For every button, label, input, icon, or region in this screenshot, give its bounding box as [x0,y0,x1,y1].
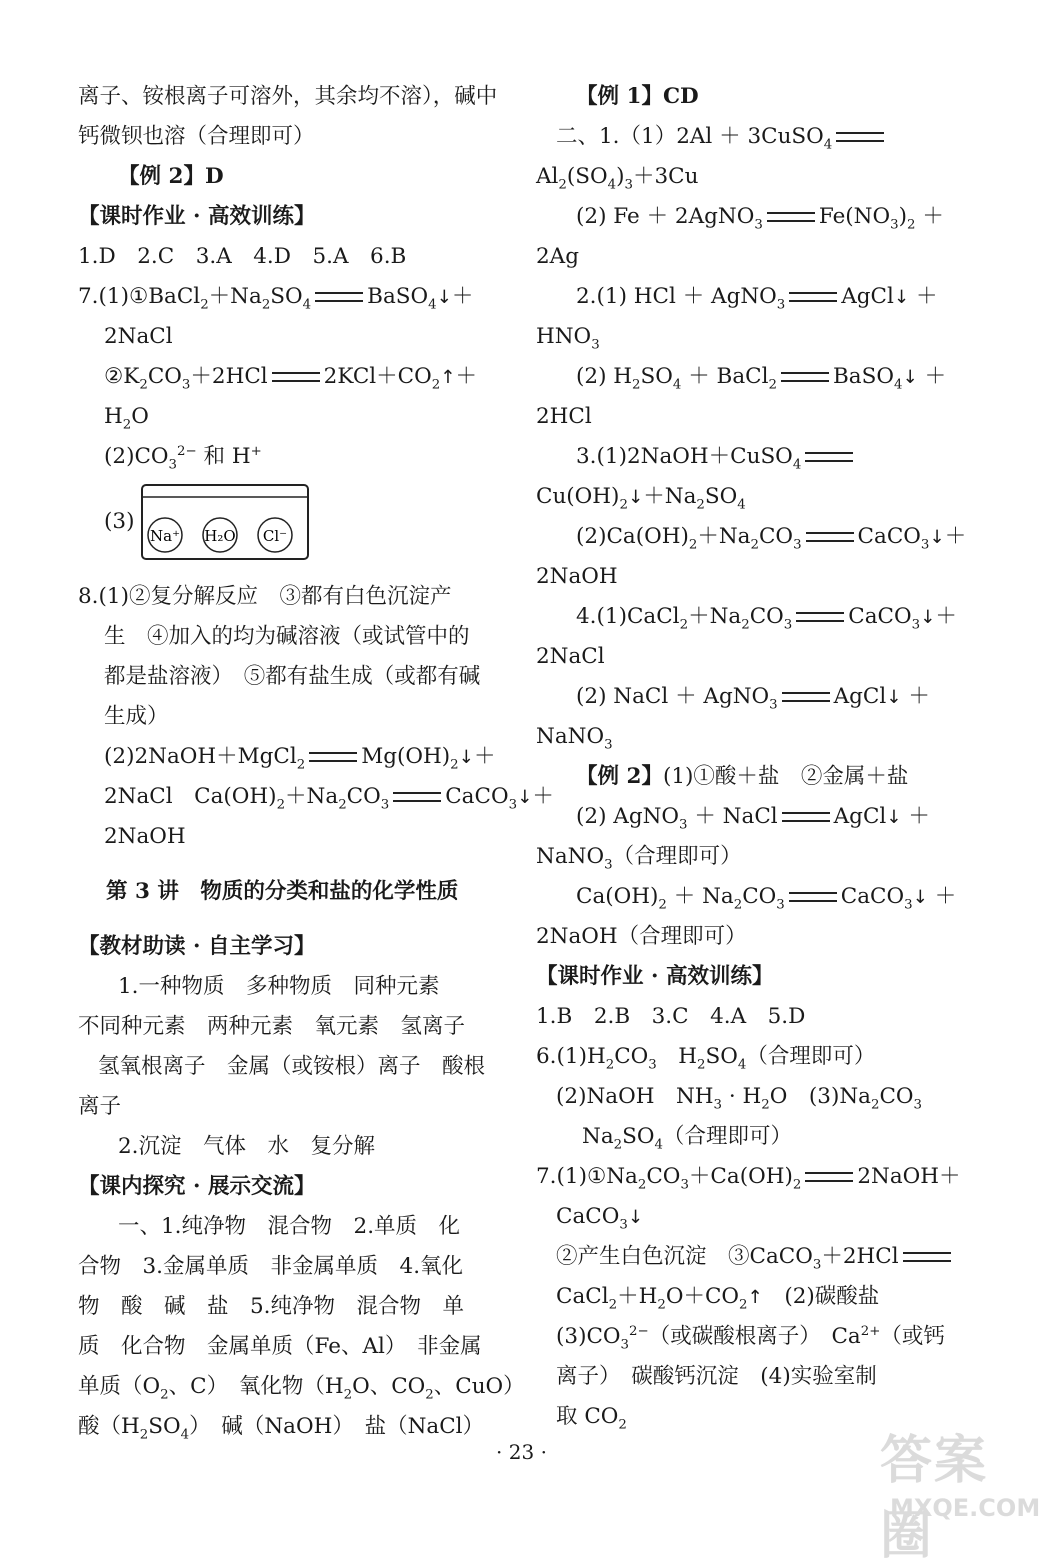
text-line: (2)2NaOH＋MgCl$_2$ $Mg(OH)_2↓+$ [104,744,496,773]
text-line: 酸$(H_2SO_4)$ 碱（NaOH） 盐（NaCl） [78,1414,485,1443]
example-heading: 【例 1】CD [576,84,699,109]
text-line: $CaCl_2+H_2O+CO_2↑$ (2)碳酸盐 [556,1284,880,1313]
text-line: 2.(1) HCl ＋ AgNO$_3$ AgCl↓ ＋ [576,284,938,313]
text-line: 1.D 2.C 3.A 4.D 5.A 6.B [78,244,407,269]
text-line: 2NaOH（合理即可） [536,924,747,949]
text-line: 物 酸 碱 盐 5.纯净物 混合物 单 [78,1294,465,1319]
text-line: $7.(1)①BaCl_2+Na_2SO_4$ BaSO$_4$↓＋ [78,284,474,313]
text-line: $H_2O$ [104,404,149,433]
watermark-logo [850,1418,1041,1566]
text-line: (2) $H_2SO_4$ ＋ BaCl$_2$ BaSO$_4$↓ ＋ [576,364,947,393]
text-line: 离子） 碳酸钙沉淀 (4)实验室制 [556,1364,877,1389]
text-line: 2NaCl $Ca(OH)_2+Na_2CO_3$ CaCO$_3$↓＋ [104,784,554,813]
text-line: 合物 3.金属单质 非金属单质 4.氧化 [78,1254,464,1279]
text-line: $Na_2SO_4$（合理即可） [582,1124,792,1153]
text-line: $Al_2(SO_4)_3+3Cu$ [536,164,699,193]
text-line: 氢氧根离子 金属（或铵根）离子 酸根 [98,1054,486,1079]
ion-label: H₂O [204,527,236,545]
text-line: 离子、铵根离子可溶外，其余均不溶），碱中 [78,84,498,109]
section-heading: 【课时作业 · 高效训练】 [536,964,774,989]
ion-label: Cl⁻ [262,527,288,545]
text-line: ②产生白色沉淀 ③CaCO$_3$＋2HCl [556,1242,955,1272]
text-line: $6.(1)H_2CO_3$ $H_2SO_4$（合理即可） [536,1044,876,1073]
example-heading: 【例 2】D [118,164,224,189]
text-line: NaNO$_3$ [536,724,613,753]
text-line: 离子 [78,1094,122,1119]
text-line: $7.(1)①Na_2CO_3+Ca(OH)_2$ 2NaOH＋ [536,1164,961,1193]
watermark-url: MXQE.COM [890,1494,1041,1522]
text-line: 生成） [104,704,169,729]
text-line: 2NaCl [536,644,605,669]
text-line: 不同种元素 两种元素 氧元素 氢离子 [78,1014,466,1039]
text-line: 2NaOH [104,824,186,849]
text-line: 2HCl [536,404,592,429]
lecture-title: 第 3 讲 物质的分类和盐的化学性质 [106,879,459,904]
text-line: 【例 2】(1)①酸＋盐 ②金属＋盐 [576,764,909,789]
text-line: (2)NaOH $NH_3 \cdot H_2O$ $(3)Na_2CO_3$ [556,1084,923,1113]
text-line: (2) NaCl ＋ AgNO$_3$ AgCl↓ ＋ [576,684,930,713]
text-line: 1.一种物质 多种物质 同种元素 [118,974,440,999]
text-line: 取 $CO_2$ [556,1404,627,1433]
page-number: · 23 · [496,1440,547,1464]
watermark-text: 答案圈 [880,1431,989,1566]
text-line: (2) Fe ＋ 2AgNO$_3$ $Fe(NO_3)_2$ ＋ [576,204,944,233]
text-line: 单质（$O_2$、C） 氧化物（$H_2O$、$CO_2$、CuO） [78,1374,525,1403]
text-line: NaNO$_3$（合理即可） [536,844,742,873]
text-line: 一、1.纯净物 混合物 2.单质 化 [118,1214,461,1239]
text-line: 二、1.（1）2Al ＋ 3CuSO$_4$ [556,122,888,152]
text-line: 2NaCl [104,324,173,349]
text-line: 钙微钡也溶（合理即可） [78,124,315,149]
text-line: $HNO_3$ [536,324,600,353]
ion-label: Na⁺ [150,527,180,545]
beaker-diagram [140,483,310,561]
text-line: $(3)CO_3^{2-}$（或碳酸根离子） $Ca^{2+}$（或钙 [556,1323,945,1353]
text-line: (2) AgNO$_3$ ＋ NaCl AgCl↓ ＋ [576,804,930,833]
text-line: 8.(1)②复分解反应 ③都有白色沉淀产 [78,584,452,609]
ion-h2o [203,518,237,552]
text-line: 1.B 2.B 3.C 4.A 5.D [536,1004,806,1029]
text-line: 质 化合物 金属单质（Fe、Al） 非金属 [78,1334,482,1359]
text-line: $(2)Ca(OH)_2+Na_2CO_3$ CaCO$_3$↓＋ [576,524,967,553]
text-line: $(2)CO_3^{2-}$ 和 H+ [104,443,262,473]
section-heading: 【课内探究 · 展示交流】 [78,1174,316,1199]
text-line: 都是盐溶液） ⑤都有盐生成（或都有碱 [104,664,481,689]
text-line: 生 ④加入的均为碱溶液（或试管中的 [104,624,470,649]
text-line: CaCO$_3$↓ [556,1204,644,1233]
section-heading: 【教材助读 · 自主学习】 [78,934,316,959]
text-line: 2NaOH [536,564,618,589]
text-line: 3.(1)2NaOH＋CuSO$_4$ [576,442,857,472]
text-line: (3) [104,509,135,534]
text-line: $②K_2CO_3+2HCl$ $2KCl+CO_2↑+$ [104,364,478,393]
ion-cl [258,518,292,552]
text-line: $4.(1)CaCl_2+Na_2CO_3$ CaCO$_3$↓＋ [576,604,957,633]
ion-na [148,518,182,552]
text-line: $Cu(OH)_2↓+Na_2SO_4$ [536,484,746,513]
text-line: 2Ag [536,244,579,269]
section-heading: 【课时作业 · 高效训练】 [78,204,316,229]
text-line: 2.沉淀 气体 水 复分解 [118,1134,376,1159]
text-line: $Ca(OH)_2 + Na_2CO_3$ CaCO$_3$↓ ＋ [576,884,957,913]
